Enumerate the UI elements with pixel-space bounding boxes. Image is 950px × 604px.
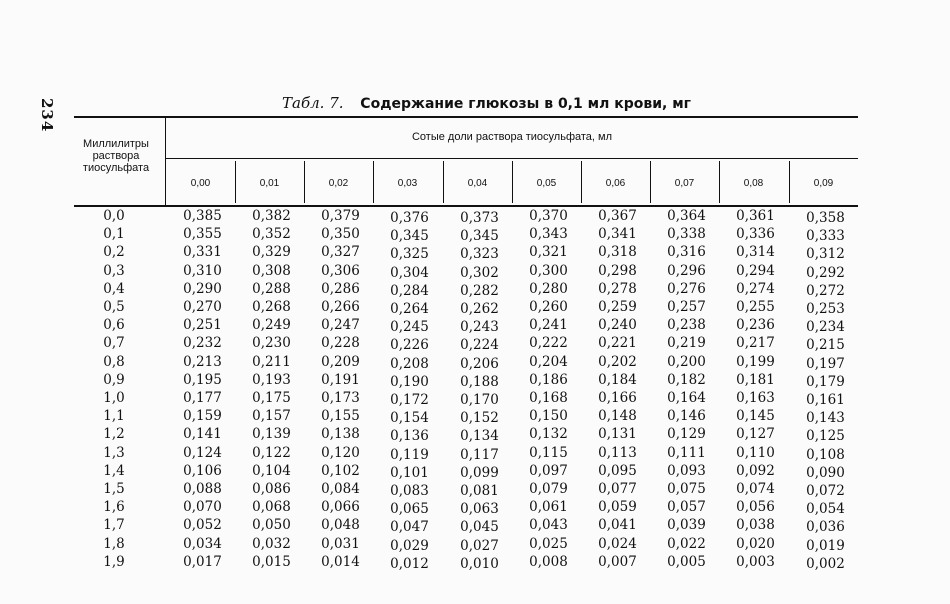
- table-cell: 0,161: [806, 392, 845, 408]
- table-cell: 0,276: [667, 280, 706, 297]
- table-cell: 0,025: [529, 535, 568, 552]
- table-cell: 0,358: [806, 210, 845, 226]
- table-cell: 0,204: [529, 353, 568, 370]
- table-cell: 0,316: [667, 244, 706, 261]
- table-cell: 0,124: [183, 444, 222, 461]
- table-cell: 0,182: [667, 371, 706, 388]
- table-cell: 0,079: [529, 481, 568, 497]
- table-cell: 0,260: [529, 299, 568, 315]
- table-cell: 0,361: [736, 208, 775, 224]
- column-divider: [789, 161, 790, 203]
- table-cell: 0,136: [390, 428, 429, 445]
- row-header-line: тиосульфата: [82, 162, 150, 174]
- table-cell: 0,284: [390, 282, 429, 299]
- table-cell: 0,139: [252, 426, 291, 443]
- table-cell: 0,228: [321, 335, 360, 352]
- table-cell: 0,232: [183, 335, 222, 352]
- table-cell: 0,043: [529, 517, 568, 534]
- column-header: 0,06: [605, 178, 626, 189]
- table-cell: 0,038: [736, 517, 775, 534]
- column-group-title: Сотые доли раствора тиосульфата, мл: [411, 131, 612, 143]
- row-label: 0,3: [103, 262, 125, 279]
- table-cell: 0,159: [183, 408, 222, 425]
- table-cell: 0,249: [252, 317, 291, 334]
- table-cell: 0,193: [252, 371, 291, 388]
- table-cell: 0,104: [252, 462, 291, 479]
- table-cell: 0,070: [183, 499, 222, 516]
- table-label: Табл. 7.: [282, 94, 344, 112]
- table-cell: 0,264: [390, 301, 429, 317]
- table-cell: 0,031: [321, 535, 360, 552]
- header-bottom-rule: [74, 205, 858, 207]
- table-cell: 0,052: [183, 517, 222, 534]
- table-cell: 0,367: [598, 208, 637, 224]
- row-header: [74, 138, 158, 174]
- table-cell: 0,190: [390, 373, 429, 390]
- table-cell: 0,268: [252, 299, 291, 315]
- table-cell: 0,010: [460, 555, 499, 572]
- table-cell: 0,054: [806, 501, 845, 518]
- column-header: 0,09: [813, 178, 834, 189]
- column-divider: [235, 161, 236, 203]
- table-cell: 0,045: [460, 519, 499, 536]
- table-cell: 0,170: [460, 392, 499, 408]
- table-cell: 0,092: [736, 462, 775, 479]
- table-cell: 0,019: [806, 537, 845, 554]
- table-cell: 0,131: [598, 426, 637, 443]
- table-cell: 0,012: [390, 555, 429, 572]
- table-cell: 0,134: [460, 428, 499, 445]
- table-cell: 0,050: [252, 517, 291, 534]
- table-cell: 0,088: [183, 481, 222, 497]
- row-label: 1,4: [103, 462, 125, 479]
- row-label: 0,6: [103, 317, 125, 334]
- column-divider: [304, 161, 305, 203]
- table-cell: 0,318: [598, 244, 637, 261]
- table-cell: 0,008: [529, 553, 568, 570]
- table-cell: 0,141: [183, 426, 222, 443]
- table-cell: 0,020: [736, 535, 775, 552]
- table-cell: 0,312: [806, 246, 845, 263]
- table-cell: 0,163: [736, 390, 775, 406]
- page-number: 234: [38, 98, 56, 133]
- table-cell: 0,029: [390, 537, 429, 554]
- table-cell: 0,059: [598, 499, 637, 516]
- table-cell: 0,191: [321, 371, 360, 388]
- table-cell: 0,323: [460, 246, 499, 263]
- table-cell: 0,382: [252, 208, 291, 224]
- table-cell: 0,077: [598, 481, 637, 497]
- table-cell: 0,200: [667, 353, 706, 370]
- table-cell: 0,333: [806, 228, 845, 245]
- table-cell: 0,179: [806, 373, 845, 390]
- row-label: 1,7: [103, 517, 125, 534]
- row-label: 0,1: [103, 226, 125, 243]
- table-cell: 0,213: [183, 353, 222, 370]
- table-cell: 0,355: [183, 226, 222, 243]
- table-cell: 0,148: [598, 408, 637, 425]
- table-cell: 0,057: [667, 499, 706, 516]
- table-cell: 0,247: [321, 317, 360, 334]
- table-cell: 0,238: [667, 317, 706, 334]
- table-cell: 0,072: [806, 483, 845, 499]
- table-cell: 0,102: [321, 462, 360, 479]
- table-cell: 0,304: [390, 264, 429, 281]
- table-cell: 0,164: [667, 390, 706, 406]
- table-cell: 0,127: [736, 426, 775, 443]
- table-top-rule: [74, 116, 858, 118]
- table-cell: 0,034: [183, 535, 222, 552]
- table-cell: 0,122: [252, 444, 291, 461]
- table-cell: 0,262: [460, 301, 499, 317]
- row-label: 1,3: [103, 444, 125, 461]
- column-header: 0,01: [259, 178, 280, 189]
- table-cell: 0,152: [460, 410, 499, 427]
- table-cell: 0,101: [390, 464, 429, 481]
- table-cell: 0,086: [252, 481, 291, 497]
- table-cell: 0,206: [460, 355, 499, 372]
- table-cell: 0,117: [460, 446, 499, 463]
- table-cell: 0,300: [529, 262, 568, 279]
- table-cell: 0,129: [667, 426, 706, 443]
- table-cell: 0,222: [529, 335, 568, 352]
- table-cell: 0,329: [252, 244, 291, 261]
- table-cell: 0,120: [321, 444, 360, 461]
- table-cell: 0,068: [252, 499, 291, 516]
- row-label: 0,8: [103, 353, 125, 370]
- row-label: 1,5: [103, 481, 125, 497]
- column-header: 0,03: [397, 178, 418, 189]
- table-cell: 0,065: [390, 501, 429, 518]
- table-cell: 0,017: [183, 553, 222, 570]
- table-cell: 0,272: [806, 282, 845, 299]
- table-cell: 0,321: [529, 244, 568, 261]
- table-cell: 0,145: [736, 408, 775, 425]
- table-cell: 0,202: [598, 353, 637, 370]
- table-cell: 0,155: [321, 408, 360, 425]
- table-cell: 0,003: [736, 553, 775, 570]
- table-cell: 0,290: [183, 280, 222, 297]
- table-cell: 0,074: [736, 481, 775, 497]
- table-cell: 0,376: [390, 210, 429, 226]
- table-cell: 0,184: [598, 371, 637, 388]
- row-header-line: раствора: [92, 150, 140, 162]
- column-group-rule: [166, 158, 858, 159]
- table-cell: 0,364: [667, 208, 706, 224]
- table-cell: 0,075: [667, 481, 706, 497]
- table-cell: 0,188: [460, 373, 499, 390]
- column-divider: [581, 161, 582, 203]
- row-label: 0,7: [103, 335, 125, 352]
- table-cell: 0,125: [806, 428, 845, 445]
- table-cell: 0,341: [598, 226, 637, 243]
- table-cell: 0,215: [806, 337, 845, 354]
- table-cell: 0,219: [667, 335, 706, 352]
- table-cell: 0,259: [598, 299, 637, 315]
- table-cell: 0,154: [390, 410, 429, 427]
- table-cell: 0,331: [183, 244, 222, 261]
- table-cell: 0,168: [529, 390, 568, 406]
- row-label: 1,1: [103, 408, 125, 425]
- column-divider: [373, 161, 374, 203]
- column-header: 0,04: [467, 178, 488, 189]
- table-title: [282, 94, 691, 112]
- row-label: 1,8: [103, 535, 125, 552]
- table-cell: 0,217: [736, 335, 775, 352]
- table-cell: 0,113: [598, 444, 637, 461]
- row-label: 0,0: [103, 208, 125, 224]
- table-cell: 0,157: [252, 408, 291, 425]
- table-cell: 0,197: [806, 355, 845, 372]
- table-cell: 0,350: [321, 226, 360, 243]
- table-cell: 0,093: [667, 462, 706, 479]
- table-cell: 0,338: [667, 226, 706, 243]
- column-divider: [512, 161, 513, 203]
- table-cell: 0,132: [529, 426, 568, 443]
- table-cell: 0,345: [390, 228, 429, 245]
- column-header: 0,02: [328, 178, 349, 189]
- table-cell: 0,336: [736, 226, 775, 243]
- table-cell: 0,286: [321, 280, 360, 297]
- table-cell: 0,251: [183, 317, 222, 334]
- table-cell: 0,280: [529, 280, 568, 297]
- table-cell: 0,274: [736, 280, 775, 297]
- table-cell: 0,063: [460, 501, 499, 518]
- table-cell: 0,007: [598, 553, 637, 570]
- column-header: 0,08: [743, 178, 764, 189]
- table-cell: 0,084: [321, 481, 360, 497]
- table-cell: 0,181: [736, 371, 775, 388]
- table-caption: Содержание глюкозы в 0,1 мл крови, мг: [360, 96, 691, 112]
- table-cell: 0,325: [390, 246, 429, 263]
- table-cell: 0,138: [321, 426, 360, 443]
- table-cell: 0,066: [321, 499, 360, 516]
- table-cell: 0,199: [736, 353, 775, 370]
- table-cell: 0,343: [529, 226, 568, 243]
- table-cell: 0,166: [598, 390, 637, 406]
- table-cell: 0,278: [598, 280, 637, 297]
- table-cell: 0,173: [321, 390, 360, 406]
- row-label: 1,2: [103, 426, 125, 443]
- table-cell: 0,150: [529, 408, 568, 425]
- table-cell: 0,257: [667, 299, 706, 315]
- table-cell: 0,370: [529, 208, 568, 224]
- table-cell: 0,024: [598, 535, 637, 552]
- table-cell: 0,014: [321, 553, 360, 570]
- table-cell: 0,090: [806, 464, 845, 481]
- table-cell: 0,175: [252, 390, 291, 406]
- row-header-line: Миллилитры: [83, 138, 149, 150]
- table-cell: 0,221: [598, 335, 637, 352]
- table-cell: 0,266: [321, 299, 360, 315]
- table-cell: 0,209: [321, 353, 360, 370]
- table-cell: 0,296: [667, 262, 706, 279]
- table-cell: 0,047: [390, 519, 429, 536]
- table-cell: 0,230: [252, 335, 291, 352]
- column-divider: [719, 161, 720, 203]
- row-label: 0,5: [103, 299, 125, 315]
- table-cell: 0,211: [252, 353, 291, 370]
- column-divider: [650, 161, 651, 203]
- table-cell: 0,208: [390, 355, 429, 372]
- table-cell: 0,292: [806, 264, 845, 281]
- table-cell: 0,385: [183, 208, 222, 224]
- table-cell: 0,106: [183, 462, 222, 479]
- table-cell: 0,095: [598, 462, 637, 479]
- row-label: 1,9: [103, 553, 125, 570]
- table-cell: 0,314: [736, 244, 775, 261]
- table-cell: 0,027: [460, 537, 499, 554]
- column-header: 0,05: [536, 178, 557, 189]
- table-cell: 0,056: [736, 499, 775, 516]
- table-cell: 0,245: [390, 319, 429, 336]
- table-cell: 0,243: [460, 319, 499, 336]
- table-cell: 0,306: [321, 262, 360, 279]
- table-cell: 0,061: [529, 499, 568, 516]
- table-cell: 0,119: [390, 446, 429, 463]
- table-cell: 0,115: [529, 444, 568, 461]
- table-cell: 0,373: [460, 210, 499, 226]
- table-cell: 0,327: [321, 244, 360, 261]
- table-cell: 0,226: [390, 337, 429, 354]
- row-label: 0,4: [103, 280, 125, 297]
- table-cell: 0,022: [667, 535, 706, 552]
- table-cell: 0,294: [736, 262, 775, 279]
- row-label: 0,9: [103, 371, 125, 388]
- table-cell: 0,172: [390, 392, 429, 408]
- row-label: 0,2: [103, 244, 125, 261]
- table-cell: 0,015: [252, 553, 291, 570]
- table-cell: 0,032: [252, 535, 291, 552]
- table-cell: 0,097: [529, 462, 568, 479]
- row-label: 1,0: [103, 390, 125, 406]
- table-cell: 0,345: [460, 228, 499, 245]
- table-cell: 0,143: [806, 410, 845, 427]
- table-cell: 0,236: [736, 317, 775, 334]
- table-cell: 0,036: [806, 519, 845, 536]
- table-cell: 0,241: [529, 317, 568, 334]
- table-cell: 0,255: [736, 299, 775, 315]
- table-cell: 0,270: [183, 299, 222, 315]
- table-cell: 0,111: [667, 444, 706, 461]
- table-cell: 0,234: [806, 319, 845, 336]
- table-cell: 0,110: [736, 444, 775, 461]
- table-cell: 0,041: [598, 517, 637, 534]
- column-header: 0,07: [674, 178, 695, 189]
- table-cell: 0,195: [183, 371, 222, 388]
- table-cell: 0,146: [667, 408, 706, 425]
- table-cell: 0,379: [321, 208, 360, 224]
- table-cell: 0,282: [460, 282, 499, 299]
- table-cell: 0,002: [806, 555, 845, 572]
- table-cell: 0,310: [183, 262, 222, 279]
- table-cell: 0,005: [667, 553, 706, 570]
- table-cell: 0,302: [460, 264, 499, 281]
- table-cell: 0,253: [806, 301, 845, 317]
- table-cell: 0,048: [321, 517, 360, 534]
- table-cell: 0,108: [806, 446, 845, 463]
- table-cell: 0,352: [252, 226, 291, 243]
- table-cell: 0,083: [390, 483, 429, 499]
- table-cell: 0,177: [183, 390, 222, 406]
- table-cell: 0,308: [252, 262, 291, 279]
- table-cell: 0,081: [460, 483, 499, 499]
- row-label: 1,6: [103, 499, 125, 516]
- table-cell: 0,224: [460, 337, 499, 354]
- table-cell: 0,099: [460, 464, 499, 481]
- table-cell: 0,288: [252, 280, 291, 297]
- table-cell: 0,186: [529, 371, 568, 388]
- table-cell: 0,298: [598, 262, 637, 279]
- table-cell: 0,240: [598, 317, 637, 334]
- column-divider: [443, 161, 444, 203]
- column-header: 0,00: [190, 178, 211, 189]
- table-cell: 0,039: [667, 517, 706, 534]
